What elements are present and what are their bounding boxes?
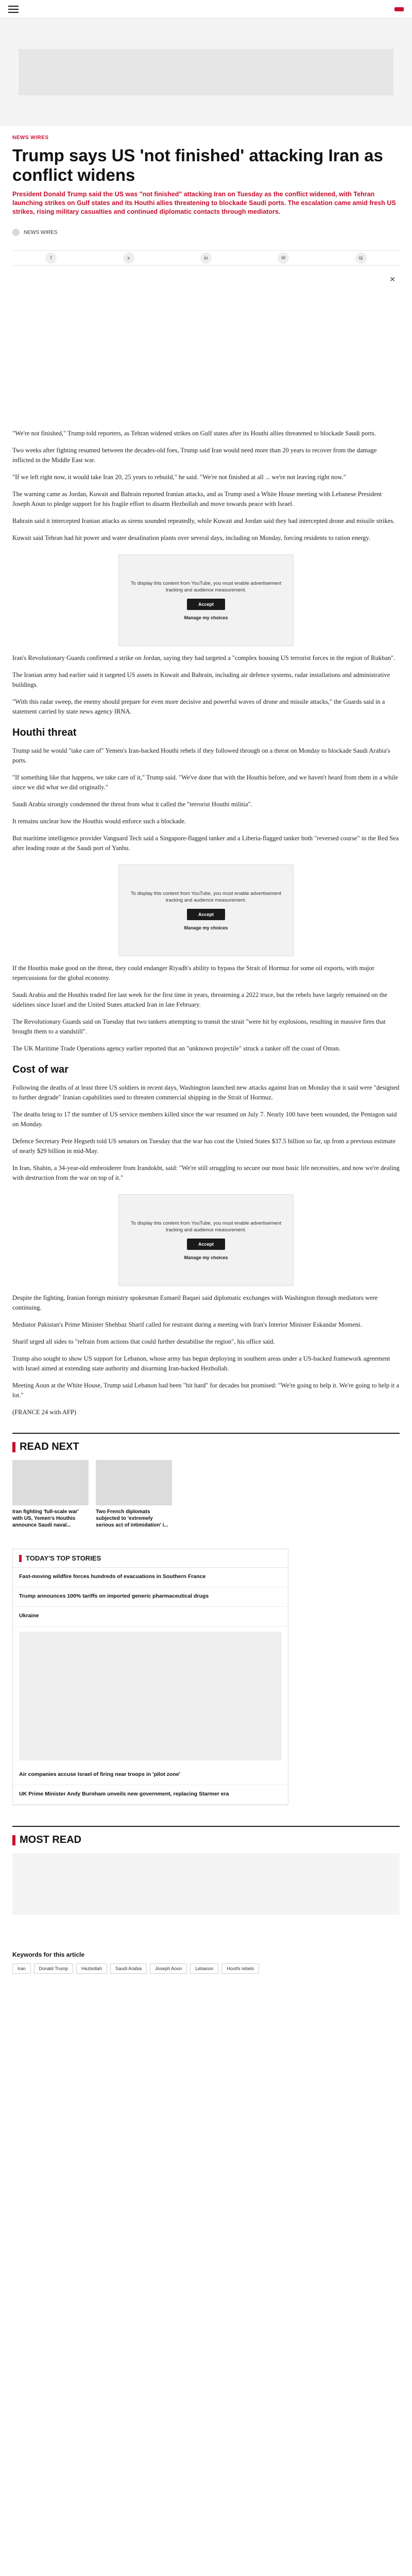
most-read-title [12,1834,400,1846]
keyword-chip[interactable]: Joseph Aoun [150,1963,187,1974]
section-label[interactable]: NEWS WIRES [12,135,49,141]
top-story-item[interactable] [13,1785,288,1805]
article-standfirst: President Donald Trump said the US was "not finished" attacking Iran on Tuesday as the conflict widened, with Tehran launching strikes on Gulf states and its Houthi allies threatening to blockade Saudi ports. The escalation came amid fresh US strikes, rising military casualties and continued diplomatic contacts through mediators. [12,191,396,215]
read-next-card[interactable] [96,1460,172,1531]
paragraph-group-4 [12,963,400,1054]
paragraph: It remains unclear how the Houthis would enforce such a blockade. [12,818,186,825]
keyword-chip[interactable]: Donald Trump [34,1963,74,1974]
most-read-section [12,1826,400,1915]
keyword-chip[interactable]: Houthi rebels [221,1963,259,1974]
most-read-placeholder [12,1853,400,1915]
paragraph: "If we left right now, it would take Iran 20, 25 years to rebuild," he said. "We're not finished at all ... we're not leaving right now." [12,473,346,481]
top-story-item[interactable] [13,1568,288,1587]
site-header [0,0,412,19]
header-actions [394,7,404,11]
paragraph: Following the deaths of at least three US soldiers in recent days, Washington launched new attacks against Iran on Monday that it said were "designed to further degrade" Iranian capabilities used to threaten commercial shipping in the Strait of Hormuz. [12,1084,400,1101]
sidebar-ad-slot[interactable] [19,1632,282,1760]
paragraph-group-3 [12,746,400,853]
top-story-item[interactable] [13,1607,288,1626]
paragraph: The UK Maritime Trade Operations agency earlier reported that an "unknown projectile" struck a tanker off the coast of Oman. [12,1045,340,1052]
section-bar-icon [12,1835,15,1845]
manage-choices-link[interactable]: Manage my choices [184,1255,228,1260]
x-twitter-icon[interactable]: x [123,252,134,264]
paragraph: "We're not finished," Trump told reporters, as Tehran widened strikes on Gulf states after its Houthi allies threatened to blockade Saudi ports. [12,430,376,437]
embed-consent-message: To display this content from YouTube, you must enable advertisement tracking and audience measurement. [130,891,282,903]
embed-consent-message: To display this content from YouTube, you must enable advertisement tracking and audience measurement. [130,1221,282,1233]
story-title[interactable]: UK Prime Minister Andy Burnham unveils new government, replacing Starmer era [19,1791,229,1797]
story-title[interactable]: Fast-moving wildfire forces hundreds of evacuations in Southern France [19,1573,206,1580]
manage-choices-link[interactable]: Manage my choices [184,925,228,930]
top-stories-panel [12,1549,288,1805]
embed-consent-message: To display this content from YouTube, you must enable advertisement tracking and audience measurement. [130,581,282,593]
hero-caption [12,410,400,421]
read-next-label: READ NEXT [20,1441,79,1452]
keyword-chip[interactable]: Iran [12,1963,31,1974]
paragraph: Two weeks after fighting resumed between the decades-old foes, Trump said Iran would need more than 20 years to recover from the damage inflicted in the Middle East war. [12,447,377,464]
paragraph: If the Houthis make good on the threat, they could endanger Riyadh's ability to bypass the Strait of Hormuz for some oil exports, with major repercussions for the global economy. [12,964,374,981]
ad-slot[interactable] [19,49,393,95]
card-thumbnail[interactable] [12,1460,89,1505]
keyword-chip[interactable]: Lebanon [190,1963,218,1974]
facebook-icon[interactable]: f [45,252,57,264]
article-credit: (FRANCE 24 with AFP) [12,1409,76,1416]
keywords-title: Keywords for this article [12,1951,85,1958]
top-stories-title: TODAY'S TOP STORIES [26,1554,101,1562]
most-read-label: MOST READ [20,1834,81,1845]
hamburger-menu-icon[interactable] [8,6,19,13]
story-title[interactable]: Trump announces 100% tariffs on imported generic pharmaceutical drugs [19,1593,209,1599]
paragraph: Despite the fighting, Iranian foreign ministry spokesman Esmaeil Baqaei said diplomatic exchanges with Washington through mediators were continuing. [12,1294,378,1311]
paragraph-group-1 [12,429,400,543]
top-story-item[interactable] [13,1587,288,1607]
read-next-cards [12,1460,400,1531]
paragraph: Mediator Pakistan's Prime Minister Shehbaz Sharif called for restraint during a meeting with Iran's Interior Minister Eskandar Momeni. [12,1321,362,1328]
paragraph: The deaths bring to 17 the number of US service members killed since the war resumed on July 7. Nearly 100 have been wounded, the Pentagon said on Monday. [12,1111,397,1128]
copy-link-icon[interactable]: ⧉ [355,252,367,264]
article-headline: Trump says US 'not finished' attacking Iran as conflict widens [12,146,383,184]
keyword-list [12,1963,400,1974]
accept-button[interactable]: Accept [187,599,225,610]
paragraph: Bahrain said it intercepted Iranian attacks as sirens sounded repeatedly, while Kuwait and Jordan said they had intercepted drone and missile strikes. [12,517,395,524]
paragraph: Meeting Aoun at the White House, Trump said Lebanon had been "hit hard" for decades but promised: "We're going to help it. We're going to help it a lot." [12,1382,399,1399]
author-avatar [12,229,20,236]
paragraph: Defence Secretary Pete Hegseth told US senators on Tuesday that the war has cost the United States $37.5 billion so far, up from a previous estimate of nearly $29 billion in mid-May. [12,1138,396,1155]
linkedin-icon[interactable]: in [200,252,212,264]
paragraph: The Iranian army had earlier said it targeted US assets in Kuwait and Bahrain, including air defence systems, radar installations and administrative buildings. [12,671,390,688]
paragraph-group-5 [12,1083,400,1183]
paragraph: But maritime intelligence provider Vanguard Tech said a Singapore-flagged tanker and a Liberia-flagged tanker both "reversed course" in the Red Sea after leading route at the Saudi port of Yanbu. [12,835,399,852]
top-story-item[interactable] [13,1766,288,1785]
youtube-consent-embed [118,554,294,646]
paragraph: Sharif urged all sides to "refrain from actions that could further destabilise the region", his office said. [12,1338,275,1345]
card-title[interactable]: Two French diplomats subjected to 'extremely serious act of intimidation' i... [96,1509,168,1528]
section-bar-icon [19,1555,22,1562]
paragraph-group-6 [12,1293,400,1417]
paragraph: "If something like that happens, we take care of it," Trump said. "We've done that with the Houthis before, and we haven't heard from them in a while since we did what we did originally." [12,774,398,791]
read-next-title [12,1441,400,1453]
email-icon[interactable]: ✉ [278,252,289,264]
keyword-chip[interactable]: Hezbollah [76,1963,107,1974]
top-ad-banner [0,19,412,126]
byline [12,228,400,236]
paragraph: "With this radar sweep, the enemy should prepare for even more decisive and powerful waves of drone and missile attacks," the Guards said in a statement carried by state news agency IRNA. [12,698,385,715]
story-title[interactable]: Air companies accuse Israel of firing near troops in 'pilot zone' [19,1771,181,1777]
youtube-consent-embed [118,1194,294,1286]
paragraph-group-2 [12,653,400,717]
paragraph: The warning came as Jordan, Kuwait and Bahrain reported Iranian attacks, and as Trump used a White House meeting with Lebanese President Joseph Aoun to pledge support for his fragile effort to disarm Hezbollah and move towards peace with Israel. [12,490,382,507]
article-body [0,135,412,1974]
card-title[interactable]: Iran fighting 'full-scale war' with US, Yemen's Houthis announce Saudi naval... [12,1509,79,1528]
read-next-card[interactable] [12,1460,89,1531]
subscribe-button[interactable] [394,7,404,11]
share-bar [12,250,400,266]
paragraph: Iran's Revolutionary Guards confirmed a strike on Jordan, saying they had targeted a "complex housing US terrorist forces in the region of Rukban". [12,654,396,662]
accept-button[interactable]: Accept [187,909,225,920]
close-icon[interactable]: ✕ [389,275,396,283]
card-thumbnail[interactable] [96,1460,172,1505]
subhead-houthi: Houthi threat [12,727,77,738]
section-bar-icon [12,1442,15,1452]
article-dateline [12,238,400,245]
byline-author[interactable]: NEWS WIRES [24,229,58,235]
subhead-cost-of-war: Cost of war [12,1064,68,1075]
keywords-section [12,1951,400,1974]
paragraph: Trump also sought to show US support for Lebanon, whose army has begun deploying in southern areas under a US-backed framework agreement with Israel aimed at extending state authority and disarming Iran-backed Hezbollah. [12,1355,390,1372]
youtube-consent-embed [118,865,294,956]
story-title[interactable]: Ukraine [19,1613,39,1619]
paragraph: Kuwait said Tehran had hit power and water desalination plants over several days, including on Monday, forcing residents to ration energy. [12,534,371,541]
top-stories-header [13,1549,288,1568]
manage-choices-link[interactable]: Manage my choices [184,615,228,620]
hero-media [12,266,400,410]
paragraph: In Iran, Shahin, a 34-year-old embroiderer from Irandokht, said: "We're still struggling to secure our most basic life necessities, and now we're dealing with destruction from the war on top of it." [12,1164,400,1181]
keyword-chip[interactable]: Saudi Arabia [110,1963,147,1974]
paragraph: Saudi Arabia and the Houthis traded fire last week for the first time in years, threatening a 2022 truce, but the rebels have largely remained on the sidelines since Israel and the United States attacked Iran in late February. [12,991,387,1008]
read-next-section [12,1433,400,1531]
paragraph: The Revolutionary Guards said on Tuesday that two tankers attempting to transit the strait "were hit by explosions, resulting in massive fires that brought them to a standstill". [12,1018,386,1035]
accept-button[interactable]: Accept [187,1239,225,1250]
paragraph: Saudi Arabia strongly condemned the threat from what it called the "terrorist Houthi militia". [12,801,252,808]
paragraph: Trump said he would "take care of" Yemen's Iran-backed Houthi rebels if they followed through on a threat on Monday to blockade Saudi Arabia's ports. [12,747,390,764]
